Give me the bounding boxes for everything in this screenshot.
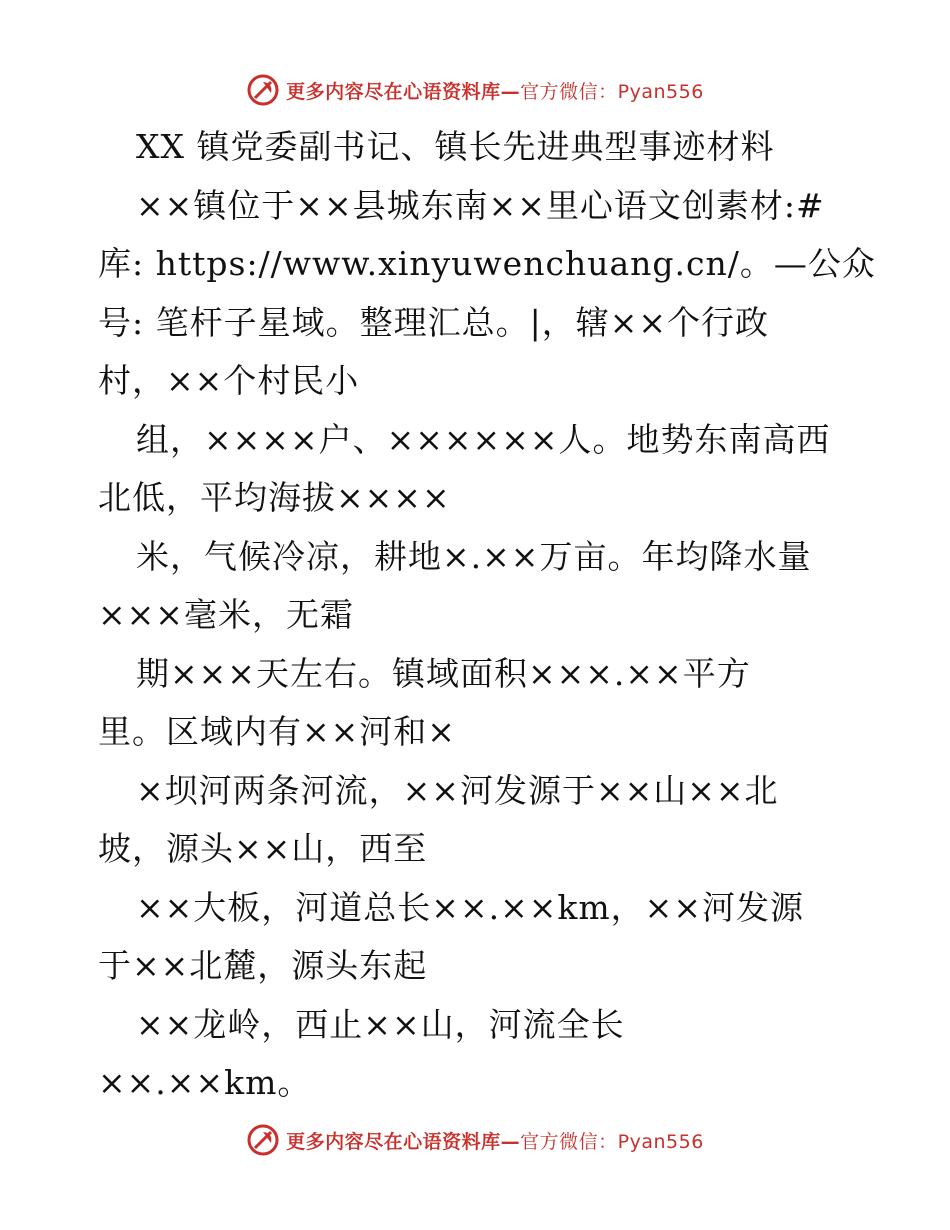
text-line: 坡，源头××山，西至 (98, 829, 428, 868)
text-line: 村，××个村民小 (98, 361, 360, 400)
text-line: ×××毫米，无霜 (98, 595, 354, 634)
text-line: 米，气候冷凉，耕地×.××万亩。年均降水量 (136, 536, 812, 576)
text-line: 于××北麓，源头东起 (98, 946, 428, 985)
text-line: 期×××天左右。镇域面积×××.××平方 (136, 653, 751, 693)
text-line: 号: 笔杆子星域。整理汇总。|，辖××个行政 (98, 302, 770, 342)
watermark-banner-top (0, 70, 950, 110)
watermark-site-text: 更多内容尽在心语资料库— (286, 1130, 521, 1153)
text-line: ××镇位于××县城东南××里心语文创素材:# (136, 185, 825, 225)
text-line: ××龙岭，西止××山，河流全长 (136, 1004, 625, 1044)
text-line: XX 镇党委副书记、镇长先进典型事迹材料 (136, 127, 775, 166)
watermark-banner-bottom (0, 1120, 950, 1160)
watermark-wechat-text: 官方微信：Pyan556 (520, 80, 704, 103)
text-line: 组，××××户、××××××人。地势东南高西 (136, 419, 831, 459)
quill-logo-icon (246, 1123, 280, 1157)
text-line: ××大板，河道总长××.××km，××河发源 (136, 887, 804, 927)
watermark-wechat-text: 官方微信：Pyan556 (520, 1130, 704, 1153)
watermark-text (286, 77, 704, 104)
document-body (98, 118, 876, 1113)
text-line: 里。区域内有××河和× (98, 712, 456, 751)
text-line: ×坝河两条河流，××河发源于××山××北 (136, 770, 779, 810)
watermark-text (286, 1127, 704, 1154)
quill-logo-icon (246, 73, 280, 107)
text-line: ××.××km。 (98, 1063, 312, 1102)
watermark-site-text: 更多内容尽在心语资料库— (286, 80, 521, 103)
text-line: 库: https://www.xinyuwenchuang.cn/。—公众 (98, 244, 876, 283)
text-line: 北低，平均海拔×××× (98, 478, 451, 517)
